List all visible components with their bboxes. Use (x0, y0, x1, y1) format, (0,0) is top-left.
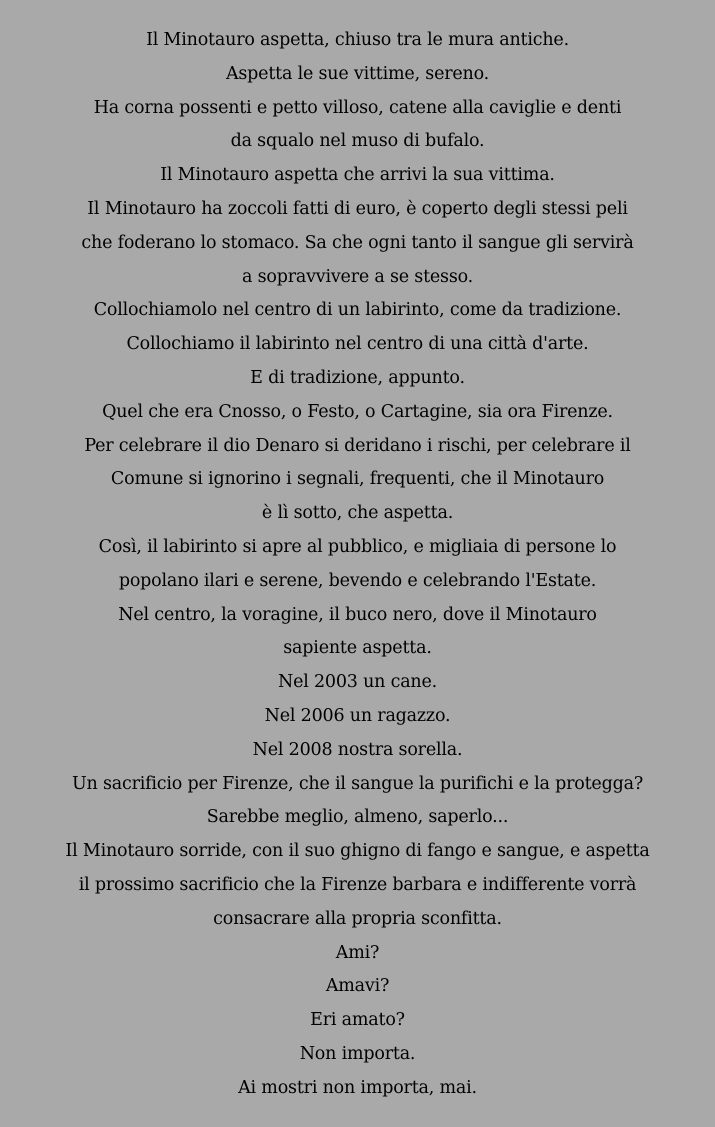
poem-line: il prossimo sacrificio che la Firenze barbara e indifferente vorrà (78, 874, 637, 895)
poem-line: Non importa. (299, 1043, 416, 1064)
poem-line: Ai mostri non importa, mai. (238, 1077, 477, 1098)
poem-line: Il Minotauro aspetta, chiuso tra le mura antiche. (146, 30, 569, 50)
poem-line: Quel che era Cnosso, o Festo, o Cartagine, sia ora Firenze. (102, 401, 613, 422)
poem-line: Nel centro, la voragine, il buco nero, dove il Minotauro (118, 604, 597, 625)
poem-line: a sopravvivere a se stesso. (241, 266, 474, 287)
poem-line: è lì sotto, che aspetta. (261, 503, 454, 524)
poem-line: Collochiamolo nel centro di un labirinto, come da tradizione. (93, 300, 622, 321)
poem-line: Ami? (335, 942, 380, 963)
poem-line: Nel 2008 nostra sorella. (252, 739, 463, 760)
poem-line: Nel 2006 un ragazzo. (264, 705, 451, 726)
poem-line: Un sacrificio per Firenze, che il sangue la purifichi e la protegga? (71, 773, 644, 794)
poem-line: Il Minotauro aspetta che arrivi la sua vittima. (160, 165, 555, 186)
poem-line: Il Minotauro ha zoccoli fatti di euro, è coperto degli stessi peli (87, 198, 628, 219)
poem-line: E di tradizione, appunto. (250, 367, 465, 388)
poem-line: Così, il labirinto si apre al pubblico, e migliaia di persone lo (98, 536, 617, 557)
poem-line: Il Minotauro sorride, con il suo ghigno di fango e sangue, e aspetta (65, 841, 650, 862)
poem-line: Collochiamo il labirinto nel centro di una città d'arte. (126, 334, 589, 355)
poem-line: popolano ilari e serene, bevendo e celebrando l'Estate. (118, 570, 597, 591)
poem-line: da squalo nel muso di bufalo. (230, 131, 485, 152)
poem-line: sapiente aspetta. (283, 638, 432, 659)
poem-line: Amavi? (325, 976, 390, 997)
poem-line: Sarebbe meglio, almeno, saperlo... (206, 807, 509, 828)
poem-line: Per celebrare il dio Denaro si deridano i rischi, per celebrare il (84, 435, 631, 456)
poem-line: Ha corna possenti e petto villoso, catene alla caviglie e denti (93, 97, 622, 118)
poem-line: Aspetta le sue vittime, sereno. (225, 63, 490, 84)
poem-line: che foderano lo stomaco. Sa che ogni tanto il sangue gli servirà (81, 232, 634, 253)
poem-line: Comune si ignorino i segnali, frequenti, che il Minotauro (110, 469, 605, 490)
poem-line: Nel 2003 un cane. (277, 672, 438, 693)
poem-line: consacrare alla propria sconfitta. (213, 908, 502, 929)
poem-line: Eri amato? (310, 1010, 405, 1031)
